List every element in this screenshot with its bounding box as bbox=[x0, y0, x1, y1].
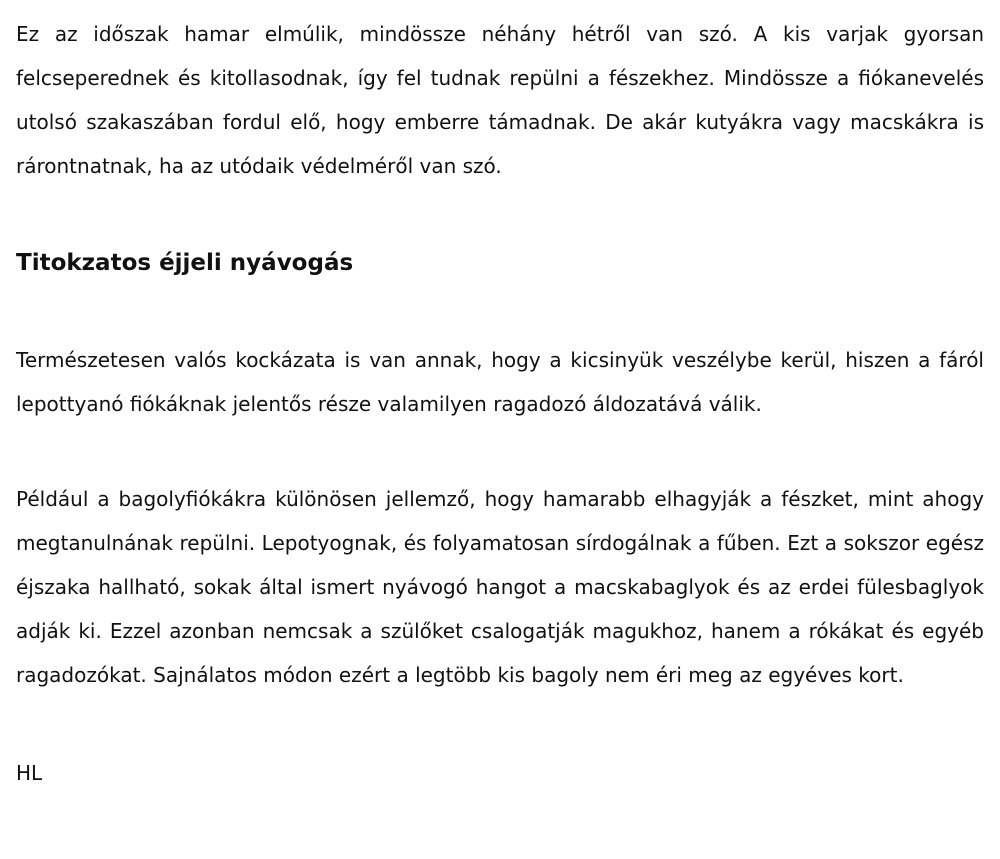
article-paragraph-1: Ez az időszak hamar elmúlik, mindössze néhány hétről van szó. A kis varjak gyorsan felcseperednek és kitollasodnak, így fel tudnak repülni a fészekhez. Mindössze a fiókanevelés utolsó szakaszában fordul elő, hogy emberre támadnak. De akár kutyákra vagy macskákra is rárontnatnak, ha az utódaik védelméről van szó. bbox=[16, 22, 984, 178]
spacer bbox=[16, 285, 984, 338]
spacer bbox=[16, 426, 984, 477]
article-paragraph-2: Természetesen valós kockázata is van annak, hogy a kicsinyük veszélybe kerül, hiszen a fáról lepottyanó fiókáknak jelentős része valamilyen ragadozó áldozatává válik. bbox=[16, 348, 984, 416]
article-paragraph-3: Például a bagolyfiókákra különösen jellemző, hogy hamarabb elhagyják a fészket, mint ahogy megtanulnának repülni. Lepotyognak, és folyamatosan sírdogálnak a fűben. Ezt a sokszor egész éjszaka hallható, sokak által ismert nyávogó hangot a macskabaglyok és az erdei fülesbaglyok adják ki. Ezzel azonban nemcsak a szülőket csalogatják magukhoz, hanem a rókákat és egyéb ragadozókat. Sajnálatos módon ezért a legtöbb kis bagoly nem éri meg az egyéves kort. bbox=[16, 487, 984, 687]
spacer bbox=[16, 188, 984, 241]
article-body bbox=[16, 12, 984, 795]
spacer bbox=[16, 697, 984, 751]
author-initials: HL bbox=[16, 761, 43, 785]
section-heading: Titokzatos éjjeli nyávogás bbox=[16, 250, 354, 276]
